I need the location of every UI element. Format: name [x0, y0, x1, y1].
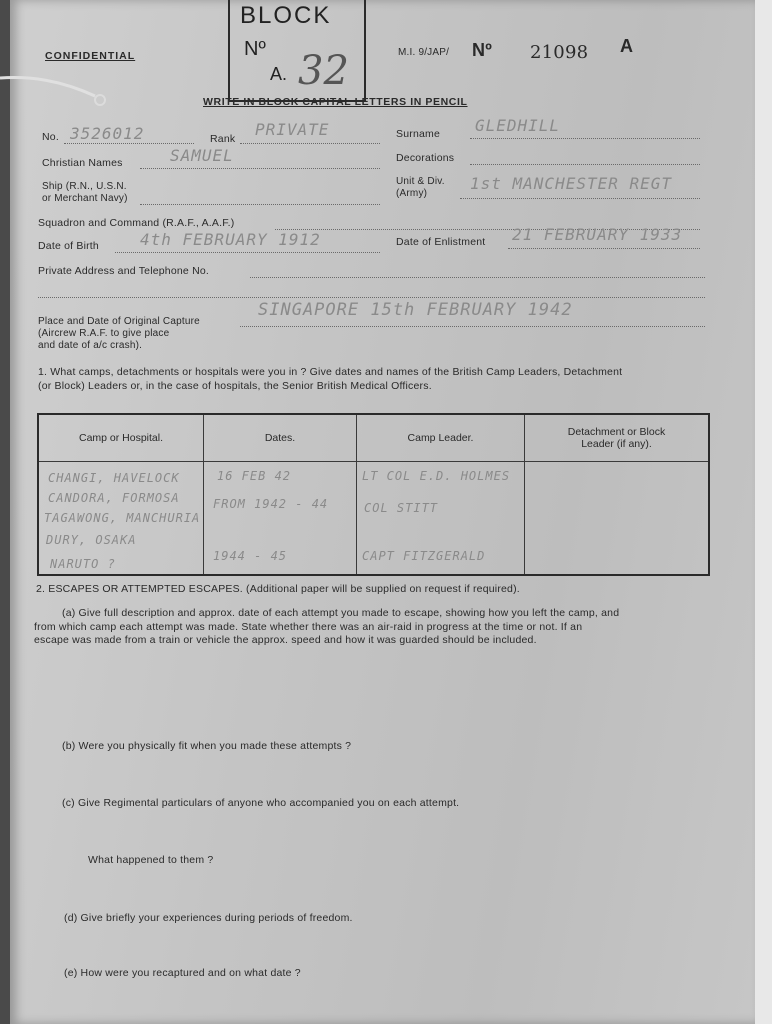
block-leader-cell	[525, 462, 710, 576]
camp-entry: CANDORA, FORMOSA	[48, 491, 180, 505]
christian-names-label: Christian Names	[42, 157, 123, 169]
unit-line	[460, 198, 700, 199]
q2e: (e) How were you recaptured and on what date ?	[64, 967, 301, 979]
christian-names-line	[140, 168, 380, 169]
dates-cell	[204, 462, 357, 576]
rank-value: PRIVATE	[255, 120, 330, 139]
ship-label-line2: or Merchant Navy)	[42, 193, 128, 204]
leader-entry: COL STITT	[364, 501, 439, 515]
q2b: (b) Were you physically fit when you made these attempts ?	[62, 740, 352, 752]
q2-title: 2. ESCAPES OR ATTEMPTED ESCAPES. (Additional paper will be supplied on request if required).	[36, 583, 520, 595]
unit-label	[396, 176, 445, 200]
ship-label-line1: Ship (R.N., U.S.N.	[42, 181, 127, 192]
no-line	[64, 143, 194, 144]
camp-entry: DURY, OSAKA	[46, 533, 137, 547]
block-leader-header: Detachment or Block Leader (if any).	[525, 414, 710, 462]
pencil-instruction: WRITE IN BLOCK CAPITAL LETTERS IN PENCIL	[203, 96, 468, 108]
enlistment-value: 21 FEBRUARY 1933	[512, 225, 683, 244]
block-stamp	[228, 0, 366, 102]
leader-entry: CAPT FITZGERALD	[362, 549, 486, 563]
camp-entry: CHANGI, HAVELOCK	[48, 471, 180, 485]
confidential-label: CONFIDENTIAL	[45, 50, 136, 62]
decorations-line	[470, 164, 700, 165]
number-symbol: Nº	[472, 40, 492, 60]
address-line-2	[38, 297, 705, 298]
date-entry: 16 FEB 42	[217, 469, 292, 483]
q1-text-line2: (or Block) Leaders or, in the case of hospitals, the Senior British Medical Officers.	[38, 380, 432, 392]
unit-label-line2: (Army)	[396, 188, 428, 199]
capture-label-line2: (Aircrew R.A.F. to give place	[38, 328, 170, 339]
capture-label	[38, 316, 200, 352]
enlistment-label: Date of Enlistment	[396, 236, 486, 248]
form-reference: M.I. 9/JAP/	[398, 47, 450, 58]
stamp-a-text: A.	[270, 64, 288, 84]
capture-label-line3: and date of a/c crash).	[38, 340, 143, 351]
address-label: Private Address and Telephone No.	[38, 265, 210, 277]
unit-value: 1st MANCHESTER REGT	[470, 174, 673, 193]
camp-leader-header: Camp Leader.	[357, 414, 525, 462]
q2c-followup: What happened to them ?	[88, 854, 214, 866]
stamp-no-text: Nº	[244, 38, 266, 60]
decorations-label: Decorations	[396, 152, 455, 164]
tag-string	[0, 68, 110, 108]
camp-leader-cell	[357, 462, 525, 576]
dob-value: 4th FEBRUARY 1912	[140, 230, 321, 249]
stamp-block-text: BLOCK	[240, 2, 332, 29]
unit-label-line1: Unit & Div.	[396, 176, 445, 187]
address-line-1	[250, 277, 705, 278]
q2d: (d) Give briefly your experiences during periods of freedom.	[64, 912, 353, 924]
q2a-line1: (a) Give full description and approx. date of each attempt you made to escape, showing how you left the camp, and	[62, 607, 620, 619]
camp-cell	[38, 462, 204, 576]
rank-line	[240, 143, 380, 144]
capture-line	[240, 326, 705, 327]
no-value: 3526012	[70, 124, 145, 143]
camps-table	[37, 413, 710, 576]
ship-line	[140, 204, 380, 205]
surname-value: GLEDHILL	[475, 116, 561, 135]
dates-header: Dates.	[204, 414, 357, 462]
dob-line	[115, 252, 380, 253]
q1-text-line1: 1. What camps, detachments or hospitals were you in ? Give dates and names of the British Camp Leaders, Detachment	[38, 366, 623, 378]
q2c: (c) Give Regimental particulars of anyone who accompanied you on each attempt.	[62, 797, 460, 809]
leader-entry: LT COL E.D. HOLMES	[362, 469, 511, 483]
camps-table-row	[38, 462, 709, 576]
q2a-line3: escape was made from a train or vehicle the approx. speed and how it was guarded should be included.	[34, 634, 537, 646]
surname-label: Surname	[396, 128, 441, 140]
camp-entry: TAGAWONG, MANCHURIA	[44, 511, 201, 525]
serial-number: 21098	[530, 42, 589, 63]
squadron-label: Squadron and Command (R.A.F., A.A.F.)	[38, 217, 235, 229]
no-label: No.	[42, 131, 59, 143]
dob-label: Date of Birth	[38, 240, 99, 252]
surname-line	[470, 138, 700, 139]
rank-label: Rank	[210, 133, 236, 145]
q2a-line2: from which camp each attempt was made. State whether there was an air-raid in progress at the time or not. If an	[34, 621, 583, 633]
date-entry: 1944 - 45	[213, 549, 288, 563]
form-letter: A	[620, 36, 634, 56]
capture-label-line1: Place and Date of Original Capture	[38, 316, 200, 327]
enlistment-line	[508, 248, 700, 249]
camps-table-header	[38, 414, 709, 462]
date-entry: FROM 1942 - 44	[213, 497, 329, 511]
ship-label	[42, 181, 128, 205]
camp-entry: NARUTO ?	[50, 557, 116, 571]
christian-names-value: SAMUEL	[170, 146, 234, 165]
page-edge	[755, 0, 772, 1024]
capture-value: SINGAPORE 15th FEBRUARY 1942	[258, 300, 573, 320]
camp-header: Camp or Hospital.	[38, 414, 204, 462]
stamp-number: 32	[298, 48, 349, 94]
